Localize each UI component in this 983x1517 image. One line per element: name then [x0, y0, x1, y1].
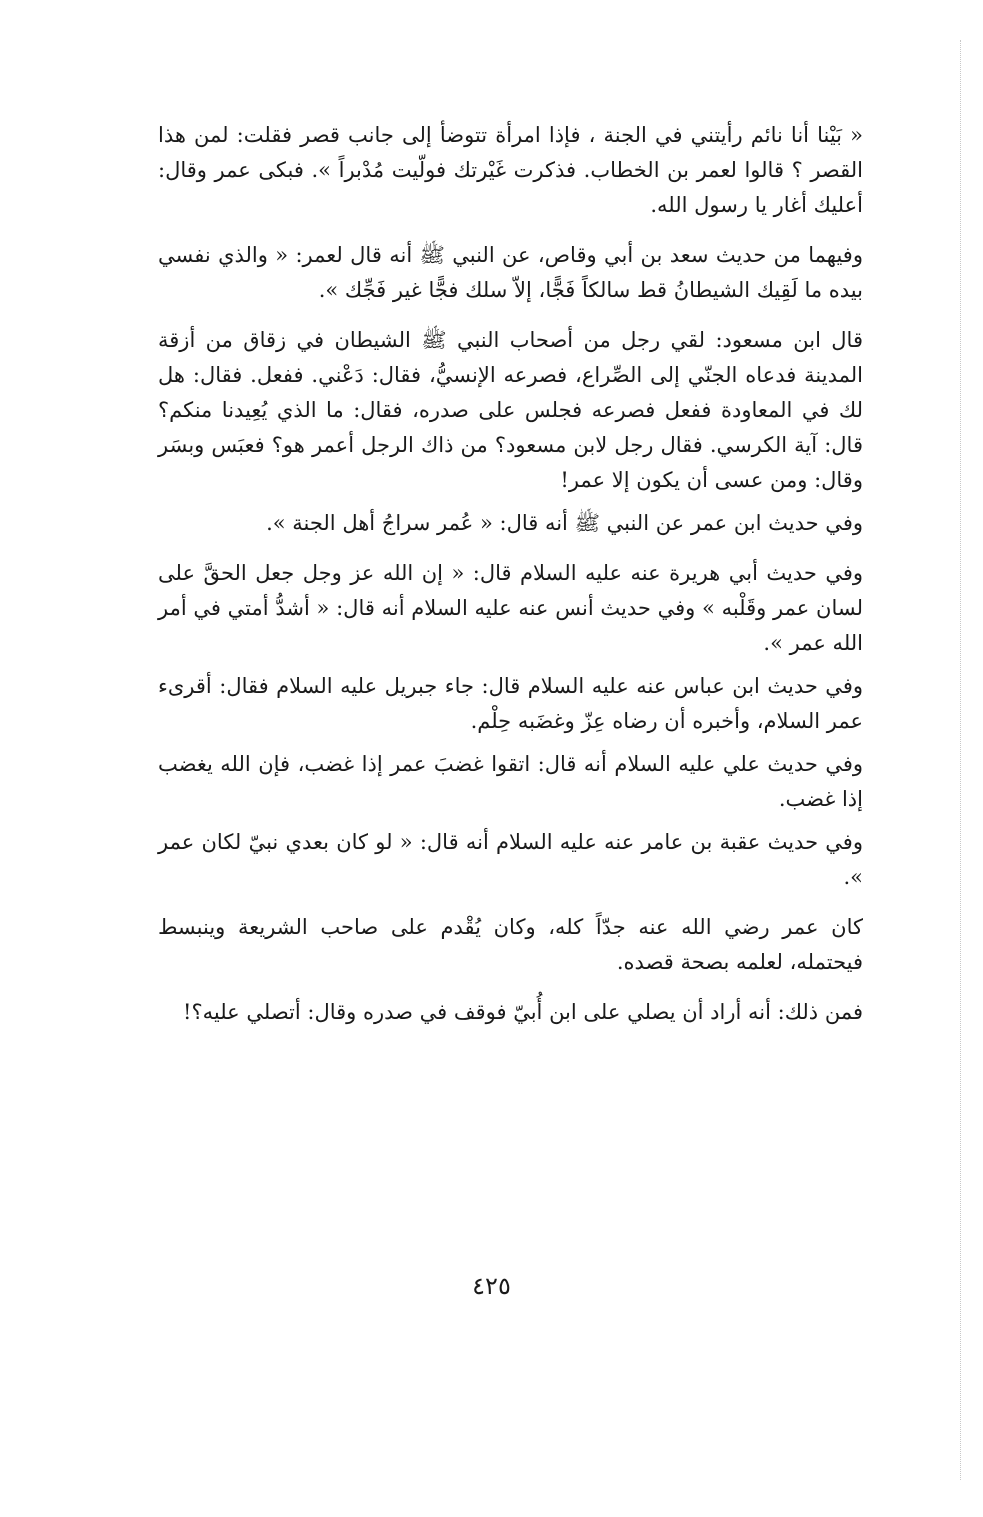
paragraph-2: وفيهما من حديث سعد بن أبي وقاص، عن النبي ﷺ أنه قال لعمر: « والذي نفسي بيده ما لَقِيك الشيطانُ قط سالكاً فَجًّا، إلاّ سلك فجًّا غير فَجِّك ».	[158, 243, 863, 302]
paragraph-3: قال ابن مسعود: لقي رجل من أصحاب النبي ﷺ الشيطان في زقاق من أزقة المدينة فدعاه الجنّي إلى الصِّراع، فصرعه الإنسيُّ، فقال: دَعْني. ففعل. فقال: هل لك في المعاودة ففعل فصرعه فجلس على صدره، فقال: ما الذي يُعِيدنا منكم؟ قال: آية الكرسي. فقال رجل لابن مسعود؟ من ذاك الرجل أعمر هو؟ فعبَس وبسَر وقال: ومن عسى أن يكون إلا عمر!	[158, 328, 863, 492]
paragraph-1: « بَيْنا أنا نائم رأيتني في الجنة ، فإذا امرأة تتوضأ إلى جانب قصر فقلت: لمن هذا القصر ؟ قالوا لعمر بن الخطاب. فذكرت غَيْرتك فولّيت مُدْبراً ». فبكى عمر وقال: أعليك أغار يا رسول الله.	[158, 123, 863, 217]
paragraph-8: وفي حديث عقبة بن عامر عنه عليه السلام أنه قال: « لو كان بعدي نبيّ لكان عمر ».	[158, 830, 863, 889]
page-edge-line	[960, 40, 961, 1480]
paragraph-5: وفي حديث أبي هريرة عنه عليه السلام قال: « إن الله عز وجل جعل الحقَّ على لسان عمر وقَلْبه » وفي حديث أنس عنه عليه السلام أنه قال: « أشدُّ أمتي في أمر الله عمر ».	[158, 561, 863, 655]
body-text	[158, 118, 863, 1030]
paragraph-9: كان عمر رضي الله عنه جدّاً كله، وكان يُقْدم على صاحب الشريعة وينبسط فيحتمله، لعلمه بصحة قصده.	[158, 915, 863, 974]
paragraph-6: وفي حديث ابن عباس عنه عليه السلام قال: جاء جبريل عليه السلام فقال: أقرىء عمر السلام، وأخبره أن رضاه عِزّ وغضَبه حِلْم.	[158, 674, 863, 733]
paragraph-7: وفي حديث علي عليه السلام أنه قال: اتقوا غضبَ عمر إذا غضب، فإن الله يغضب إذا غضب.	[158, 752, 863, 811]
page-number: ٤٢٥	[472, 1272, 511, 1300]
paragraph-4: وفي حديث ابن عمر عن النبي ﷺ أنه قال: « عُمر سراجُ أهل الجنة ».	[266, 511, 863, 535]
paragraph-10: فمن ذلك: أنه أراد أن يصلي على ابن أُبيّ فوقف في صدره وقال: أتصلي عليه؟!	[183, 1000, 863, 1024]
